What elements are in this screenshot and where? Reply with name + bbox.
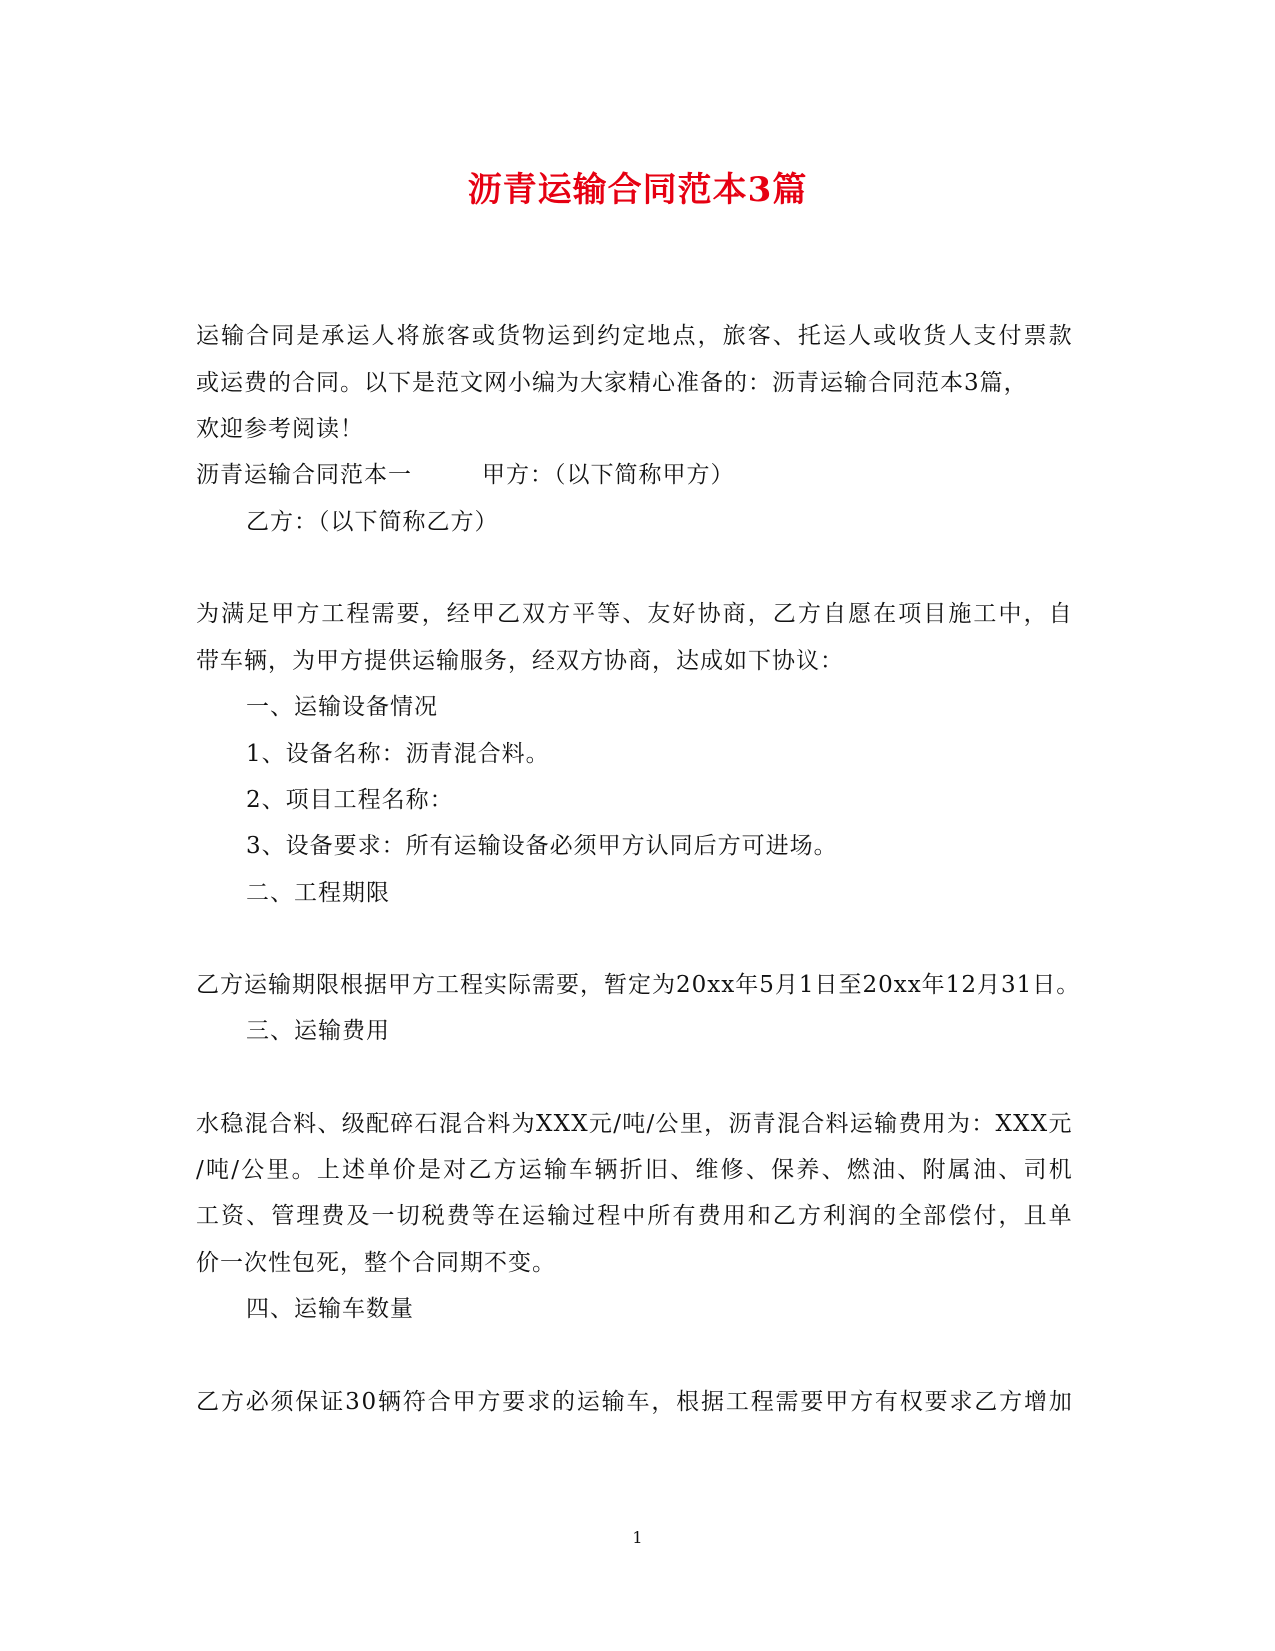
paragraph-line: 带车辆，为甲方提供运输服务，经双方协商，达成如下协议： [196,648,844,674]
paragraph-line: 工 资 、 管 理 费 及 一 切 税 费 等 在 运 输 过 程 中 所 有 费 用 和 乙 方 利 润 的 全 部 偿 付 ， 且 单 [196,1203,1072,1229]
page-number: 1 [632,1528,643,1547]
paragraph-line: 或运费的合同。以下是范文网小编为大家精心准备的：沥青运输合同范本3篇， [196,370,1028,396]
list-item: 2、项目工程名称： [246,787,454,813]
section-heading: 一、运输设备情况 [246,694,438,720]
paragraph-line: 乙 方 必 须 保 证 3 0 辆 符 合 甲 方 要 求 的 运 输 车 ， 根 据 工 程 需 要 甲 方 有 权 要 求 乙 方 增 加 [196,1389,1072,1415]
party-a: 甲方：（以下简称甲方） [482,462,735,488]
contract-subtitle: 沥青运输合同范本一 [196,462,412,488]
party-b: 乙方：（以下简称乙方） [246,509,499,535]
paragraph-line: 价一次性包死，整个合同期不变。 [196,1250,556,1276]
section-heading: 四、运输车数量 [246,1296,414,1322]
paragraph-line: 乙方运输期限根据甲方工程实际需要，暂定为20xx年5月1日至20xx年12月31日。 [196,972,1081,998]
document-title: 沥青运输合同范本3篇 [467,170,808,210]
section-heading: 三、运输费用 [246,1018,390,1044]
paragraph-line: 运 输 合 同 是 承 运 人 将 旅 客 或 货 物 运 到 约 定 地 点 ， 旅 客 、 托 运 人 或 收 货 人 支 付 票 款 [196,323,1072,349]
list-item: 3、设备要求：所有运输设备必须甲方认同后方可进场。 [246,833,838,859]
paragraph-line: 欢迎参考阅读！ [196,416,364,442]
paragraph-line: 水 稳 混 合 料 、 级 配 碎 石 混 合 料 为 X X X 元 / 吨 / 公 里 ， 沥 青 混 合 料 运 输 费 用 为 ： X X X 元 [196,1111,1072,1137]
contract-heading-line [196,460,735,490]
list-item: 1、设备名称：沥青混合料。 [246,741,550,767]
section-heading: 二、工程期限 [246,880,390,906]
paragraph-line: 为 满 足 甲 方 工 程 需 要 ， 经 甲 乙 双 方 平 等 、 友 好 协 商 ， 乙 方 自 愿 在 项 目 施 工 中 ， 自 [196,601,1072,627]
paragraph-line: / 吨 / 公 里 。 上 述 单 价 是 对 乙 方 运 输 车 辆 折 旧 、 维 修 、 保 养 、 燃 油 、 附 属 油 、 司 机 [196,1157,1072,1183]
